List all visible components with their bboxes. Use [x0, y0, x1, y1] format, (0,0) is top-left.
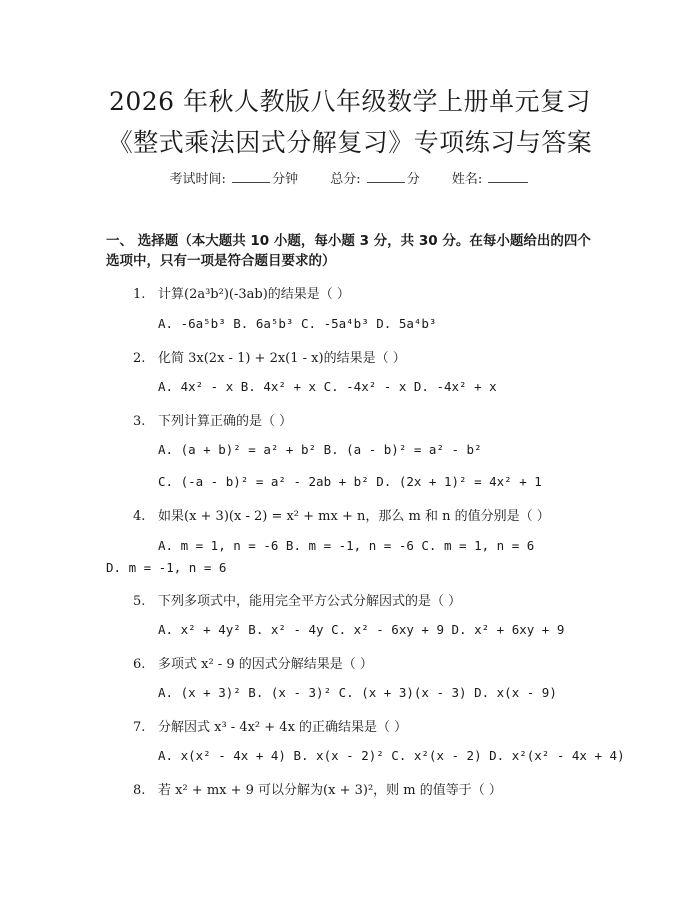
- question-number: 3.: [133, 414, 146, 429]
- exam-time-field: [170, 172, 303, 187]
- total-score-label: 总分:: [330, 172, 361, 187]
- question-4-options: A. m = 1, n = -6 B. m = -1, n = -6 C. m = 1, n = 6 D. m = -1, n = 6: [106, 538, 535, 575]
- question-number: 2.: [133, 351, 146, 366]
- question-7-options: A. x(x² - 4x + 4) B. x(x - 2)² C. x²(x - 2) D. x²(x² - 4x + 4): [158, 748, 625, 763]
- question-6-options: A. (x + 3)² B. (x - 3)² C. (x + 3)(x - 3) D. x(x - 9): [158, 685, 557, 700]
- question-text: 若 x² + mx + 9 可以分解为(x + 3)²，则 m 的值等于（ ）: [158, 783, 502, 798]
- question-3-options-row-1: A. (a + b)² = a² + b² B. (a - b)² = a² - b²: [158, 442, 482, 457]
- question-2: [133, 347, 406, 366]
- question-1: [133, 283, 350, 302]
- question-2-options: A. 4x² - x B. 4x² + x C. -4x² - x D. -4x² + x: [158, 379, 497, 394]
- document-title-line-2: 《整式乘法因式分解复习》专项练习与答案: [107, 128, 593, 157]
- question-5: [133, 590, 461, 609]
- exam-time-unit: 分钟: [272, 172, 299, 187]
- exam-time-label: 考试时间:: [169, 172, 226, 187]
- question-number: 5.: [133, 594, 146, 609]
- question-text: 分解因式 x³ - 4x² + 4x 的正确结果是（ ）: [158, 720, 408, 735]
- question-7: [133, 716, 407, 735]
- question-number: 4.: [133, 509, 146, 524]
- question-4: [133, 505, 550, 524]
- exam-info: [0, 168, 700, 187]
- student-name-label: 姓名:: [451, 172, 483, 187]
- question-3: [133, 410, 292, 429]
- total-score-blank: [367, 170, 405, 183]
- question-number: 1.: [133, 287, 146, 302]
- question-text: 如果(x + 3)(x - 2) = x² + mx + n，那么 m 和 n 的值分别是（ ）: [158, 509, 550, 524]
- section-header: 一、 选择题（本大题共 10 小题，每小题 3 分，共 30 分。在每小题给出的四个选项中，只有一项是符合题目要求的）: [106, 233, 591, 269]
- question-8: [133, 779, 502, 798]
- total-score-field: [330, 172, 424, 187]
- question-number: 8.: [133, 783, 146, 798]
- question-3-options-row-2: C. (-a - b)² = a² - 2ab + b² D. (2x + 1)² = 4x² + 1: [158, 474, 542, 489]
- document-title-line-1: 2026 年秋人教版八年级数学上册单元复习: [108, 87, 592, 116]
- question-text: 多项式 x² - 9 的因式分解结果是（ ）: [158, 657, 373, 672]
- student-name-blank: [488, 170, 528, 183]
- question-6: [133, 653, 373, 672]
- total-score-unit: 分: [406, 172, 420, 187]
- question-text: 计算(2a³b²)(-3ab)的结果是（ ）: [158, 287, 350, 302]
- question-number: 6.: [133, 657, 146, 672]
- question-text: 化简 3x(2x - 1) + 2x(1 - x)的结果是（ ）: [158, 351, 406, 366]
- question-5-options: A. x² + 4y² B. x² - 4y C. x² - 6xy + 9 D. x² + 6xy + 9: [158, 622, 565, 637]
- question-number: 7.: [133, 720, 146, 735]
- question-text: 下列多项式中，能用完全平方公式分解因式的是（ ）: [158, 594, 462, 609]
- question-1-options: A. -6a⁵b³ B. 6a⁵b³ C. -5a⁴b³ D. 5a⁴b³: [158, 316, 437, 331]
- exam-time-blank: [232, 170, 270, 183]
- student-name-field: [452, 172, 531, 187]
- question-text: 下列计算正确的是（ ）: [158, 414, 293, 429]
